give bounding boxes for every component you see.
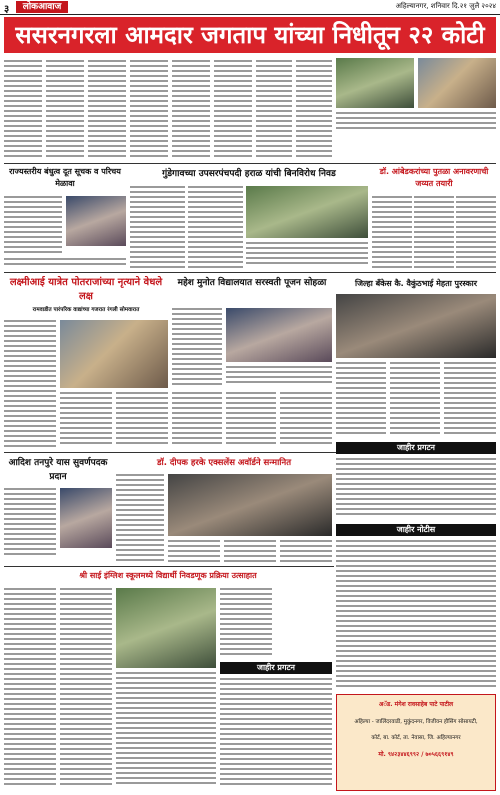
ad-address-2: कोर्ट, बा. कोर्ट, ता. नेवासा, जि. अहिल्यानगर: [371, 735, 461, 741]
top-story-column-5: [172, 60, 210, 160]
bandhutva-photo: [66, 196, 126, 246]
ambedkar-headline: डॉ. आंबेडकरांच्या पुतळा अनावरणाची जय्यत तयारी: [379, 167, 489, 188]
notice-2-title: जाहीर नोटीस: [336, 524, 496, 536]
munot-headline: महेश मुनोत विद्यालयात सरस्वती पूजन सोहळा: [177, 278, 327, 288]
ad-phone: मो. ९४२३४४६९९२ / ७०५६६९१४९: [378, 751, 454, 758]
advocate-advertisement: [336, 694, 496, 791]
aadish-headline: आदिश तनपुरे यास सुवर्णपदक प्रदान: [8, 458, 108, 482]
bandhutva-text: [4, 196, 62, 256]
top-photo-caption: [336, 112, 496, 132]
top-story-column-3: [88, 60, 126, 160]
top-story-column-2: [46, 60, 84, 160]
munot-photo: [226, 308, 332, 362]
deepak-award-text-1: [116, 474, 164, 564]
bank-award-text-2: [390, 362, 440, 438]
munot-text-4: [280, 392, 332, 450]
laxmiai-text-2: [60, 392, 112, 450]
divider: [4, 566, 334, 567]
top-story-column-7: [256, 60, 292, 160]
munot-text-1: [172, 308, 222, 388]
bank-award-headline: जिल्हा बँकेस कै. वैकुंठभाई मेहता पुरस्कार: [355, 279, 477, 288]
sai-school-text-2: [60, 588, 112, 788]
notice-2-text: [336, 540, 496, 690]
notice-1-title: जाहीर प्रगटन: [336, 442, 496, 454]
notice-1-text: [336, 458, 496, 518]
laxmiai-text-3: [116, 392, 168, 450]
deepak-award-text-2: [168, 540, 220, 564]
gundegaon-caption: [246, 242, 368, 270]
top-photo-1: [336, 58, 414, 108]
gundegaon-headline: गुंडेगावच्या उपसरपंचपदी हराळ यांची बिनविरोध निवड: [162, 169, 336, 179]
aadish-text: [4, 488, 56, 560]
sai-school-text-1: [4, 588, 56, 788]
deepak-award-headline: डॉ. दीपक हरके एक्सलेंस अवॉर्डने सन्मानित: [156, 458, 292, 468]
deepak-award-photo: [168, 474, 332, 536]
deepak-award-text-4: [280, 540, 332, 564]
munot-caption: [226, 366, 332, 388]
gundegaon-photo: [246, 186, 368, 238]
laxmiai-subheadline: रामवाडीत पारंपरिक वाद्यांच्या गजरात रंगली सोमवारात: [32, 307, 140, 313]
sai-school-text-3: [116, 672, 216, 788]
gundegaon-text-2: [188, 186, 243, 270]
munot-text-2: [172, 392, 222, 450]
gundegaon-text-1: [130, 186, 185, 270]
newspaper-logo: लोकआवाज: [16, 1, 68, 13]
page-number: ३: [4, 4, 10, 15]
ambedkar-text-2: [414, 196, 454, 270]
top-story-column-1: [4, 60, 42, 160]
munot-text-3: [226, 392, 276, 450]
notice-3-text: [220, 678, 332, 788]
main-headline: ससरनगरला आमदार जगताप यांच्या निधीतून २२ कोटी: [4, 17, 496, 53]
bank-award-text-1: [336, 362, 386, 438]
bank-award-photo: [336, 294, 496, 358]
top-story-column-4: [130, 60, 168, 160]
ambedkar-text-1: [372, 196, 412, 270]
sai-school-text-4: [220, 588, 272, 660]
laxmiai-headline: लक्ष्मीआई यात्रेत पोतराजांच्या नृत्याने वेधले लक्ष: [9, 277, 163, 302]
bandhutva-headline: राज्यस्तरीय बंधुत्व दूत सूचक व परिचय मेळावा: [9, 167, 121, 188]
bandhutva-text-2: [4, 258, 126, 270]
ad-name: अॅड. मंगेश रावसाहेब पाटे पाटील: [378, 701, 454, 708]
top-story-column-8: [296, 60, 332, 160]
laxmiai-text-1: [4, 320, 56, 450]
divider: [4, 272, 496, 273]
sai-school-headline: श्री साई इंग्लिश स्कूलमध्ये विद्यार्थी निवडणूक प्रक्रिया उत्साहात: [79, 571, 257, 580]
top-story-column-6: [214, 60, 252, 160]
issue-date: अहिल्यानगर, शनिवार दि.२१ जुलै २०२४: [395, 2, 496, 10]
ambedkar-text-3: [456, 196, 496, 270]
laxmiai-photo: [60, 320, 168, 388]
top-photo-2: [418, 58, 496, 108]
deepak-award-text-3: [224, 540, 276, 564]
masthead: [0, 0, 500, 15]
divider: [4, 163, 496, 164]
ad-address-1: अहिल्या - जालिंदरवाडी, मुकुंदनगर, विजीवन हौसिंग सोसायटी,: [354, 719, 478, 725]
sai-school-photo: [116, 588, 216, 668]
bank-award-text-3: [444, 362, 496, 438]
notice-3-title: जाहीर प्रगटन: [220, 662, 332, 674]
aadish-photo: [60, 488, 112, 548]
